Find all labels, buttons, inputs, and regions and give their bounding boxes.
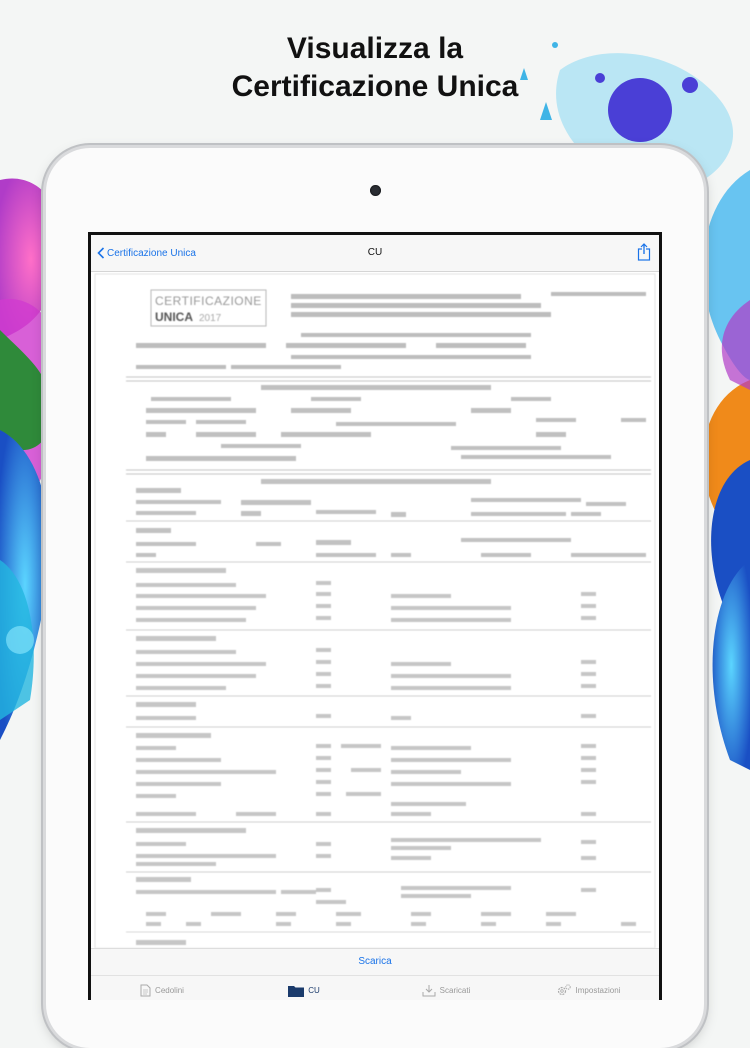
tab-cedolini[interactable]	[91, 976, 233, 1000]
tab-impostazioni[interactable]	[517, 976, 659, 1000]
front-camera	[370, 185, 381, 196]
tab-label: Scaricati	[439, 985, 471, 995]
tab-label: Cedolini	[155, 985, 184, 995]
document-logo-year: 2017	[199, 313, 222, 324]
document-icon	[140, 984, 151, 997]
back-button-label: Certificazione Unica	[107, 247, 196, 259]
folder-icon	[288, 984, 304, 997]
tab-scaricati[interactable]	[375, 976, 517, 1000]
headline-line1: Visualizza la	[286, 32, 464, 65]
tab-label: Impostazioni	[575, 985, 621, 995]
document-logo-line2: UNICA	[155, 310, 193, 324]
share-icon[interactable]	[637, 243, 651, 261]
app-screen	[88, 232, 662, 1000]
document-page	[91, 272, 659, 948]
download-tray-icon	[422, 984, 436, 997]
download-button[interactable]: Scarica	[91, 949, 659, 976]
document-logo-line1: CERTIFICAZIONE	[155, 294, 262, 308]
headline	[0, 30, 750, 106]
bottom-bar	[91, 948, 659, 1000]
document-viewer[interactable]	[91, 272, 659, 948]
navigation-bar	[91, 235, 659, 272]
gear-icon	[556, 983, 572, 997]
page-title: CU	[367, 247, 383, 258]
headline-line2: Certificazione Unica	[231, 70, 519, 103]
tab-cu[interactable]	[233, 976, 375, 1000]
tab-label: CU	[308, 985, 320, 995]
tab-bar	[91, 976, 659, 1000]
